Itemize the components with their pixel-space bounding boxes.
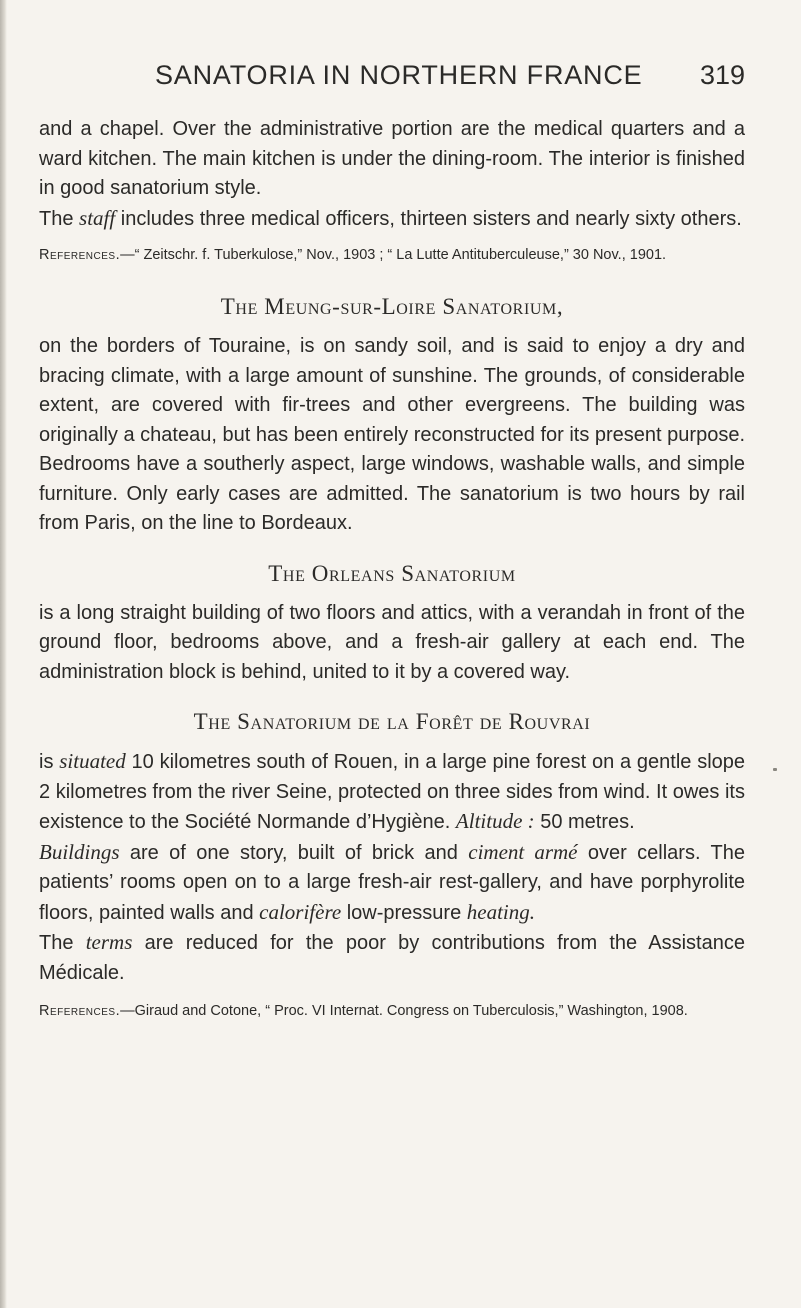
staff-text-post: includes three medical officers, thirteen sisters and nearly sixty others. <box>115 207 742 230</box>
rouvrai-p1-text-b: 10 kilometres south of Rouen, in a large pine forest on a gentle slope 2 kilometres from the river Seine, protected on three sides from wind. It owes its existence to the Société Normande d’Hygiène. <box>39 751 746 833</box>
orleans-paragraph: is a long straight building of two floors and attics, with a verandah in front of the ground floor, bedrooms above, and a fresh-air gallery at each end. The administration block is behind, united to it by a covered way. <box>39 601 745 683</box>
heading-rouvrai-sanatorium: The Sanatorium de la Forêt de Rouvrai <box>193 709 591 734</box>
calorifere-emphasis: calorifère <box>259 899 342 924</box>
heading-meung-sanatorium: The Meung-sur-Loire Sanatorium, <box>220 294 564 319</box>
staff-paragraph <box>39 204 745 235</box>
rouvrai-p3-text-a: The <box>39 932 86 954</box>
rouvrai-p2-text-b: over cellars. The patients’ rooms open on to a large fresh-air rest-gallery, and have porphyrolite floors, painted walls and <box>39 841 746 924</box>
page-body <box>39 115 745 1022</box>
margin-mark <box>773 768 777 771</box>
altitude-emphasis: Altitude : <box>455 809 535 833</box>
staff-emphasis: staff <box>79 205 116 230</box>
heating-emphasis: heating. <box>466 899 536 924</box>
intro-paragraph: and a chapel. Over the administrative portion are the medical quarters and a ward kitchen. The main kitchen is under the dining-room. The interior is finished in good sanatorium style. <box>39 118 745 199</box>
meung-paragraph: on the borders of Touraine, is on sandy soil, and is said to enjoy a dry and bracing climate, with a large amount of sunshine. The grounds, of considerable extent, are covered with fir-trees and other evergreens. The building was originally a chateau, but has been entirely reconstructed for its present purpose. Bedrooms have a southerly aspect, large windows, washable walls, and simple furniture. Only early cases are admitted. The sanatorium is two hours by rail from Paris, on the line to Bordeaux. <box>39 335 745 534</box>
rouvrai-paragraph-3 <box>39 928 745 988</box>
references-block-2 <box>39 1000 745 1022</box>
heading-orleans-sanatorium: The Orleans Sanatorium <box>268 560 516 586</box>
references-label-2: References. <box>39 1003 121 1019</box>
terms-emphasis: terms <box>85 930 133 954</box>
references-label: References. <box>39 247 121 263</box>
running-header <box>155 60 745 100</box>
rouvrai-p3-text-b: are reduced for the poor by contributions from the Assistance Médicale. <box>39 932 745 984</box>
situated-emphasis: situated <box>59 749 126 773</box>
rouvrai-p1-text-a: is <box>39 751 60 773</box>
rouvrai-paragraph-1 <box>39 747 745 838</box>
running-title: SANATORIA IN NORTHERN FRANCE <box>155 60 643 90</box>
rouvrai-p1-text-c: 50 metres. <box>534 811 635 833</box>
page-number: 319 <box>699 60 745 90</box>
references-text: —“ Zeitschr. f. Tuberkulose,” Nov., 1903 ; “ La Lutte Antituberculeuse,” 30 Nov., 1901. <box>120 247 667 263</box>
staff-text-pre: The <box>39 207 80 230</box>
rouvrai-p2-text-a: are of one story, built of brick and <box>119 841 469 864</box>
buildings-emphasis: Buildings <box>39 839 120 864</box>
references-text-2: —Giraud and Cotone, “ Proc. VI Internat. Congress on Tuberculosis,” Washington, 1908. <box>120 1003 688 1019</box>
references-block-1 <box>39 244 745 266</box>
rouvrai-p2-text-c: low-pressure <box>341 901 467 924</box>
ciment-arme-emphasis: ciment armé <box>468 839 578 864</box>
binding-edge-shadow <box>0 0 7 1308</box>
rouvrai-paragraph-2 <box>39 838 745 929</box>
